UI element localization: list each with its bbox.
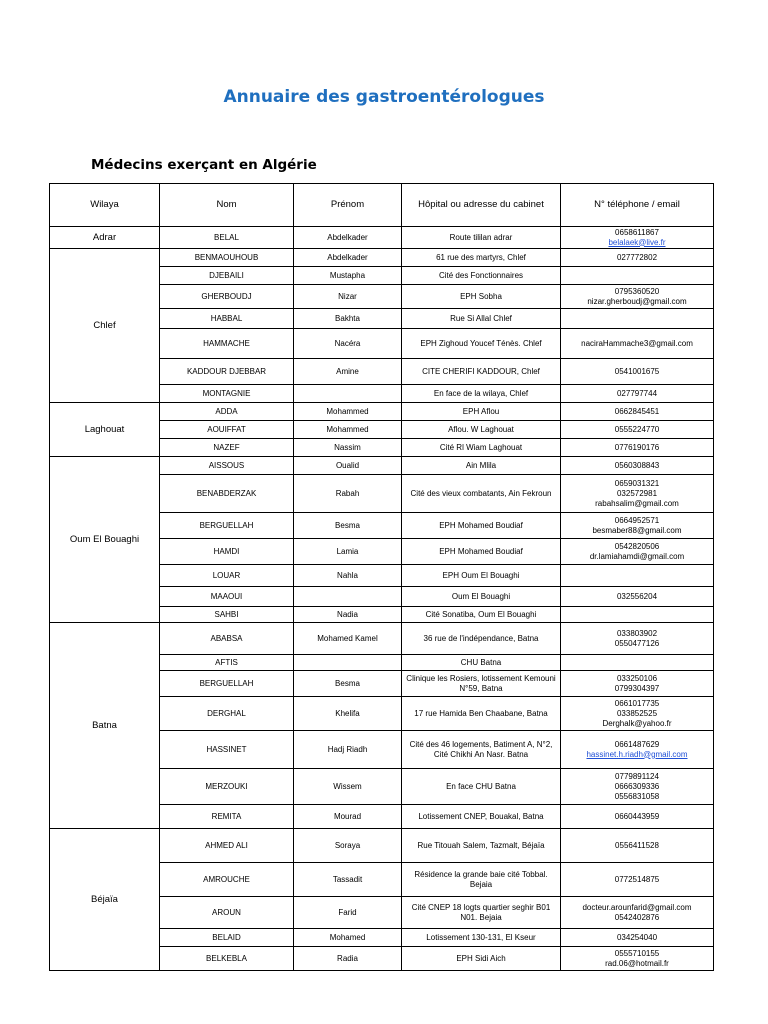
hopital-cell: 17 rue Hamida Ben Chaabane, Batna (402, 697, 561, 731)
nom-cell: AMROUCHE (160, 863, 294, 897)
email-link[interactable]: belalaek@live.fr (608, 237, 666, 247)
contact-line: 0555224770 (614, 424, 660, 434)
contact-cell (561, 929, 714, 947)
prenom-cell: Mohammed (294, 403, 402, 421)
contact-cell (561, 731, 714, 769)
table-header-row (50, 184, 714, 227)
contact-line: 0779891124 (615, 771, 659, 781)
table-row (50, 403, 714, 421)
hopital-cell: Cité CNEP 18 logts quartier seghir B01 N01. Bejaia (402, 897, 561, 929)
contact-line: 0662845451 (614, 406, 660, 416)
hopital-cell: CITE CHERIFI KADDOUR, Chlef (402, 359, 561, 385)
contact-line: 0661017735 (614, 698, 660, 708)
email-link[interactable]: hassinet.h.riadh@gmail.com (586, 749, 688, 759)
contact-cell (561, 607, 714, 623)
hopital-cell: Route tililan adrar (402, 227, 561, 249)
nom-cell: SAHBI (160, 607, 294, 623)
hopital-cell: En face de la wilaya, Chlef (402, 385, 561, 403)
contact-cell (561, 947, 714, 971)
prenom-cell: Mohamed (294, 929, 402, 947)
contact-line: 032556204 (616, 591, 658, 601)
nom-cell: AHMED ALI (160, 829, 294, 863)
contact-line: 0556411528 (615, 840, 659, 850)
nom-cell: HAMMACHE (160, 329, 294, 359)
prenom-cell: Abdelkader (294, 227, 402, 249)
contact-line: 0550477126 (614, 638, 660, 648)
hopital-cell: Cité des vieux combatants, Ain Fekroun (402, 475, 561, 513)
nom-cell: AROUN (160, 897, 294, 929)
hopital-cell: Cité des Fonctionnaires (402, 267, 561, 285)
hopital-cell: Lotissement 130-131, El Kseur (402, 929, 561, 947)
contact-cell (561, 587, 714, 607)
prenom-cell: Besma (294, 671, 402, 697)
nom-cell: NAZEF (160, 439, 294, 457)
nom-cell: DJEBAILI (160, 267, 294, 285)
hopital-cell: Cité Rl Wiam Laghouat (402, 439, 561, 457)
contact-line: 033852525 (616, 708, 658, 718)
nom-cell: AISSOUS (160, 457, 294, 475)
contact-cell (561, 697, 714, 731)
contact-line: 033250106 (616, 673, 658, 683)
contact-line: 0795360520 (614, 286, 660, 296)
nom-cell: BELKEBLA (160, 947, 294, 971)
hopital-cell: EPH Mohamed Boudiaf (402, 539, 561, 565)
contact-line: 0772514875 (614, 874, 660, 884)
contact-cell (561, 359, 714, 385)
contact-cell (561, 475, 714, 513)
prenom-cell: Mohamed Kamel (294, 623, 402, 655)
contact-cell (561, 539, 714, 565)
prenom-cell: Mohammed (294, 421, 402, 439)
prenom-cell: Lamia (294, 539, 402, 565)
contact-line: 0666309336 (614, 781, 660, 791)
table-row (50, 829, 714, 863)
nom-cell: MONTAGNIE (160, 385, 294, 403)
contact-line: 027772802 (616, 252, 658, 262)
contact-cell (561, 421, 714, 439)
contact-line: 027797744 (616, 388, 658, 398)
prenom-cell: Farid (294, 897, 402, 929)
wilaya-cell: Adrar (50, 227, 160, 249)
contact-line: 034254040 (616, 932, 658, 942)
prenom-cell: Soraya (294, 829, 402, 863)
contact-line: 0776190176 (614, 442, 660, 452)
prenom-cell: Nahla (294, 565, 402, 587)
contact-cell (561, 565, 714, 587)
header-nom: Nom (160, 184, 294, 227)
hopital-cell: Ain Mlila (402, 457, 561, 475)
contact-cell (561, 897, 714, 929)
page-title: Annuaire des gastroentérologues (223, 87, 545, 107)
contact-cell (561, 671, 714, 697)
prenom-cell: Nadia (294, 607, 402, 623)
nom-cell: HASSINET (160, 731, 294, 769)
prenom-cell: Besma (294, 513, 402, 539)
hopital-cell: Oum El Bouaghi (402, 587, 561, 607)
contact-line: nizar.gherboudj@gmail.com (587, 296, 687, 306)
hopital-cell: EPH Sidi Aich (402, 947, 561, 971)
hopital-cell: 61 rue des martyrs, Chlef (402, 249, 561, 267)
contact-line: 0541001675 (614, 366, 660, 376)
nom-cell: REMITA (160, 805, 294, 829)
prenom-cell: Mourad (294, 805, 402, 829)
doctors-table (49, 183, 714, 971)
contact-cell (561, 457, 714, 475)
nom-cell: LOUAR (160, 565, 294, 587)
contact-line: 0661487629 (614, 739, 660, 749)
hopital-cell: Rue Si Allal Chlef (402, 309, 561, 329)
hopital-cell: 36 rue de l'indépendance, Batna (402, 623, 561, 655)
page-subtitle: Médecins exerçant en Algérie (91, 157, 317, 173)
contact-line: rad.06@hotmail.fr (605, 958, 669, 968)
hopital-cell: Cité des 46 logements, Batiment A, N°2, Cité Chikhi An Nasr. Batna (402, 731, 561, 769)
hopital-cell: EPH Oum El Bouaghi (402, 565, 561, 587)
nom-cell: AFTIS (160, 655, 294, 671)
prenom-cell: Nacéra (294, 329, 402, 359)
prenom-cell (294, 385, 402, 403)
prenom-cell: Khelifa (294, 697, 402, 731)
hopital-cell: Clinique les Rosiers, lotissement Kemouni N°59, Batna (402, 671, 561, 697)
hopital-cell: CHU Batna (402, 655, 561, 671)
prenom-cell: Hadj Riadh (294, 731, 402, 769)
prenom-cell: Rabah (294, 475, 402, 513)
header-prenom: Prénom (294, 184, 402, 227)
contact-line: 0658611867 (615, 227, 659, 237)
nom-cell: BENMAOUHOUB (160, 249, 294, 267)
prenom-cell (294, 655, 402, 671)
prenom-cell: Oualid (294, 457, 402, 475)
wilaya-cell: Laghouat (50, 403, 160, 457)
hopital-cell: EPH Aflou (402, 403, 561, 421)
contact-cell (561, 385, 714, 403)
prenom-cell: Bakhta (294, 309, 402, 329)
contact-cell (561, 329, 714, 359)
table-row (50, 249, 714, 267)
wilaya-cell: Chlef (50, 249, 160, 403)
prenom-cell: Amine (294, 359, 402, 385)
contact-line: 0560308843 (614, 460, 660, 470)
contact-cell (561, 227, 714, 249)
contact-line: 0659031321 (614, 478, 660, 488)
hopital-cell: EPH Zighoud Youcef Ténès. Chlef (402, 329, 561, 359)
contact-line: Derghalk@yahoo.fr (602, 718, 672, 728)
contact-line: 0555710155 (614, 948, 660, 958)
nom-cell: BELAL (160, 227, 294, 249)
prenom-cell: Radia (294, 947, 402, 971)
hopital-cell: Lotissement CNEP, Bouakal, Batna (402, 805, 561, 829)
contact-line: 0542820506 (614, 541, 660, 551)
header-contact: N° téléphone / email (561, 184, 714, 227)
nom-cell: MAAOUI (160, 587, 294, 607)
contact-line: 032572981 (616, 488, 658, 498)
nom-cell: BERGUELLAH (160, 513, 294, 539)
table-row (50, 227, 714, 249)
nom-cell: MERZOUKI (160, 769, 294, 805)
contact-cell (561, 829, 714, 863)
contact-line: docteur.arounfarid@gmail.com (582, 902, 692, 912)
prenom-cell: Abdelkader (294, 249, 402, 267)
header-wilaya: Wilaya (50, 184, 160, 227)
nom-cell: HAMDI (160, 539, 294, 565)
contact-line: 0556831058 (614, 791, 660, 801)
contact-cell (561, 769, 714, 805)
nom-cell: GHERBOUDJ (160, 285, 294, 309)
contact-cell (561, 863, 714, 897)
prenom-cell: Nassim (294, 439, 402, 457)
prenom-cell: Tassadit (294, 863, 402, 897)
contact-cell (561, 249, 714, 267)
prenom-cell: Wissem (294, 769, 402, 805)
nom-cell: AOUIFFAT (160, 421, 294, 439)
hopital-cell: EPH Mohamed Boudiaf (402, 513, 561, 539)
contact-line: 0542402876 (614, 912, 660, 922)
nom-cell: HABBAL (160, 309, 294, 329)
table-row (50, 457, 714, 475)
prenom-cell: Nizar (294, 285, 402, 309)
prenom-cell: Mustapha (294, 267, 402, 285)
header-hopital: Hôpital ou adresse du cabinet (402, 184, 561, 227)
hopital-cell: Aflou. W Laghouat (402, 421, 561, 439)
wilaya-cell: Oum El Bouaghi (50, 457, 160, 623)
contact-line: rabahsalim@gmail.com (595, 498, 679, 508)
contact-cell (561, 403, 714, 421)
wilaya-cell: Batna (50, 623, 160, 829)
contact-line: 033803902 (616, 628, 658, 638)
contact-cell (561, 285, 714, 309)
contact-line: 0799304397 (614, 683, 660, 693)
nom-cell: ABABSA (160, 623, 294, 655)
contact-line: 0664952571 (614, 515, 660, 525)
contact-line: naciraHammache3@gmail.com (581, 338, 693, 348)
hopital-cell: Résidence la grande baie cité Tobbal. Bejaia (402, 863, 561, 897)
contact-cell (561, 439, 714, 457)
nom-cell: BENABDERZAK (160, 475, 294, 513)
contact-cell (561, 513, 714, 539)
hopital-cell: Rue Titouah Salem, Tazmalt, Béjaïa (402, 829, 561, 863)
contact-line: dr.lamiahamdi@gmail.com (589, 551, 685, 561)
contact-cell (561, 309, 714, 329)
contact-cell (561, 805, 714, 829)
nom-cell: DERGHAL (160, 697, 294, 731)
contact-line: besmaber88@gmail.com (592, 525, 682, 535)
contact-line: 0660443959 (614, 811, 660, 821)
contact-cell (561, 267, 714, 285)
hopital-cell: EPH Sobha (402, 285, 561, 309)
nom-cell: KADDOUR DJEBBAR (160, 359, 294, 385)
table-row (50, 623, 714, 655)
prenom-cell (294, 587, 402, 607)
hopital-cell: En face CHU Batna (402, 769, 561, 805)
wilaya-cell: Béjaïa (50, 829, 160, 971)
nom-cell: ADDA (160, 403, 294, 421)
hopital-cell: Cité Sonatiba, Oum El Bouaghi (402, 607, 561, 623)
nom-cell: BELAID (160, 929, 294, 947)
nom-cell: BERGUELLAH (160, 671, 294, 697)
contact-cell (561, 655, 714, 671)
contact-cell (561, 623, 714, 655)
table-body (50, 227, 714, 971)
